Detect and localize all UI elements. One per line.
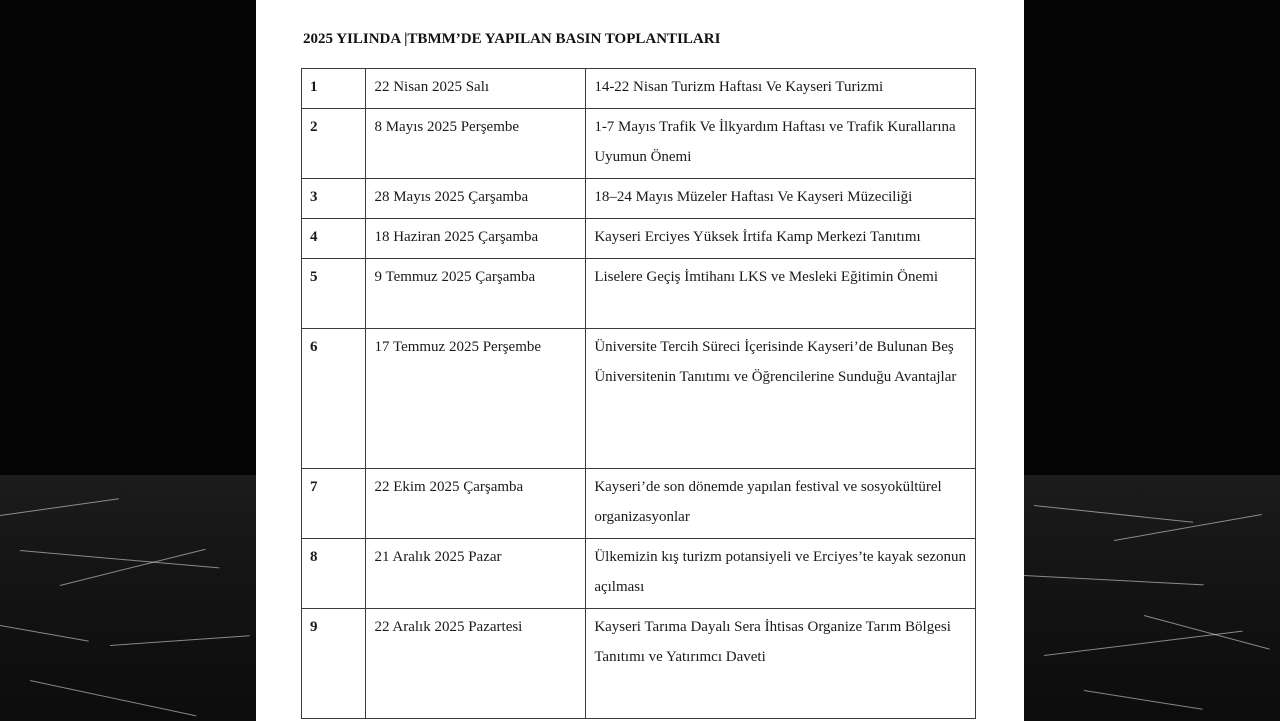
row-topic: Kayseri’de son dönemde yapılan festival ve sosyokültürel organizasyonlar [586,469,976,539]
row-date: 28 Mayıs 2025 Çarşamba [366,179,586,219]
table-row [302,259,976,329]
background-right [1024,0,1280,721]
row-date: 22 Nisan 2025 Salı [366,69,586,109]
row-date: 17 Temmuz 2025 Perşembe [366,329,586,469]
row-topic: Ülkemizin kış turizm potansiyeli ve Erciyes’te kayak sezonun açılması [586,539,976,609]
row-number: 3 [302,179,366,219]
document-title: 2025 YILINDA |TBMM’DE YAPILAN BASIN TOPLANTILARI [303,31,721,47]
row-date: 9 Temmuz 2025 Çarşamba [366,259,586,329]
row-topic: Kayseri Erciyes Yüksek İrtifa Kamp Merkezi Tanıtımı [586,219,976,259]
table-row [302,539,976,609]
marble-texture-right [1024,475,1280,721]
table-row [302,609,976,719]
row-date: 22 Ekim 2025 Çarşamba [366,469,586,539]
row-date: 22 Aralık 2025 Pazartesi [366,609,586,719]
row-number: 8 [302,539,366,609]
row-date: 21 Aralık 2025 Pazar [366,539,586,609]
row-number: 9 [302,609,366,719]
table-row [302,109,976,179]
row-number: 1 [302,69,366,109]
row-number: 2 [302,109,366,179]
press-meetings-table [301,68,976,719]
background-left [0,0,256,721]
row-topic: 1-7 Mayıs Trafik Ve İlkyardım Haftası ve Trafik Kurallarına Uyumun Önemi [586,109,976,179]
row-topic: 14-22 Nisan Turizm Haftası Ve Kayseri Turizmi [586,69,976,109]
row-topic: 18–24 Mayıs Müzeler Haftası Ve Kayseri Müzeciliği [586,179,976,219]
row-topic: Kayseri Tarıma Dayalı Sera İhtisas Organize Tarım Bölgesi Tanıtımı ve Yatırımcı Daveti [586,609,976,719]
row-number: 6 [302,329,366,469]
row-number: 7 [302,469,366,539]
document-page [256,0,1024,721]
table-row [302,179,976,219]
row-date: 8 Mayıs 2025 Perşembe [366,109,586,179]
marble-texture-left [0,475,256,721]
table-row [302,329,976,469]
table-row [302,469,976,539]
row-topic: Üniversite Tercih Süreci İçerisinde Kayseri’de Bulunan Beş Üniversitenin Tanıtımı ve Öğrencilerine Sunduğu Avantajlar [586,329,976,469]
table-row [302,219,976,259]
row-number: 5 [302,259,366,329]
row-date: 18 Haziran 2025 Çarşamba [366,219,586,259]
row-number: 4 [302,219,366,259]
table-row [302,69,976,109]
row-topic: Liselere Geçiş İmtihanı LKS ve Mesleki Eğitimin Önemi [586,259,976,329]
